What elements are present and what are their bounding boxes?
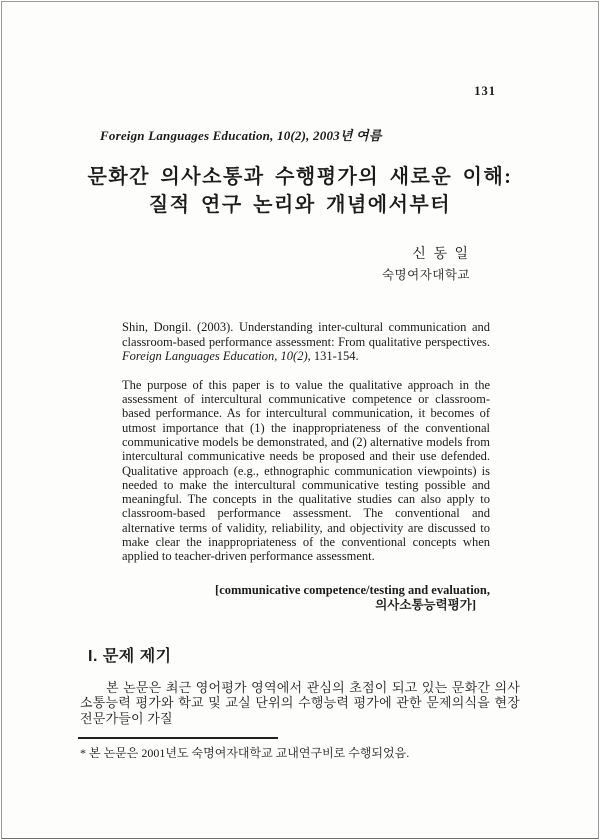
footnote-text: * 본 논문은 2001년도 숙명여자대학교 교내연구비로 수행되었음.	[80, 746, 410, 761]
keywords-block	[122, 583, 490, 613]
author-name: 신 동 일	[412, 247, 470, 262]
page-number: 131	[474, 84, 496, 98]
footnote-divider	[78, 737, 278, 739]
abstract-block	[122, 320, 490, 613]
keywords-line1: [communicative competence/testing and evaluation,	[215, 582, 490, 597]
author-block	[0, 247, 600, 282]
section-paragraph: 본 논문은 최근 영어평가 영역에서 관심의 초점이 되고 있는 문화간 의사소통능력 평가와 학교 및 교실 단위의 수행능력 평가에 관한 문제의식을 현장 전문가들이 가질	[80, 679, 520, 726]
abstract-citation	[122, 320, 490, 364]
section-heading-1: I. 문제 제기	[88, 647, 172, 665]
paper-title	[0, 163, 600, 219]
abstract-text: The purpose of this paper is to value the qualitative approach in the assessment of intercultural communicative competence or classroom-based performance. As for intercultural communication, it becomes of utmost importance that (1) the inappropriateness of the conventional communicative models be demonstrated, and (2) alternative models from intercultural communicative needs be proposed and their use defended. Qualitative approach (e.g., ethnographic communication viewpoints) is needed to make the intercultural communicative testing possible and meaningful. The concepts in the qualitative studies can also apply to classroom-based performance assessment. The conventional and alternative terms of validity, reliability, and objectivity are discussed to make clear the inappropriateness of the conventional concepts when applied to teacher-driven performance assessment.	[122, 377, 490, 564]
citation-pages: 131-154.	[310, 349, 359, 364]
author-affiliation: 숙명여자대학교	[381, 268, 470, 282]
paper-title-line1: 문화간 의사소통과 수행평가의 새로운 이해:	[87, 166, 513, 188]
citation-text: Shin, Dongil. (2003). Understanding inter-cultural communication and classroom-based performance assessment: From qualitative perspectives.	[122, 320, 490, 349]
journal-header: Foreign Languages Education, 10(2), 2003년 여름	[100, 128, 382, 143]
keywords-line2: 의사소통능력평가]	[375, 597, 476, 612]
paper-title-line2: 질적 연구 논리와 개념에서부터	[148, 194, 452, 216]
citation-journal-title: Foreign Languages Education, 10(2),	[122, 349, 311, 364]
